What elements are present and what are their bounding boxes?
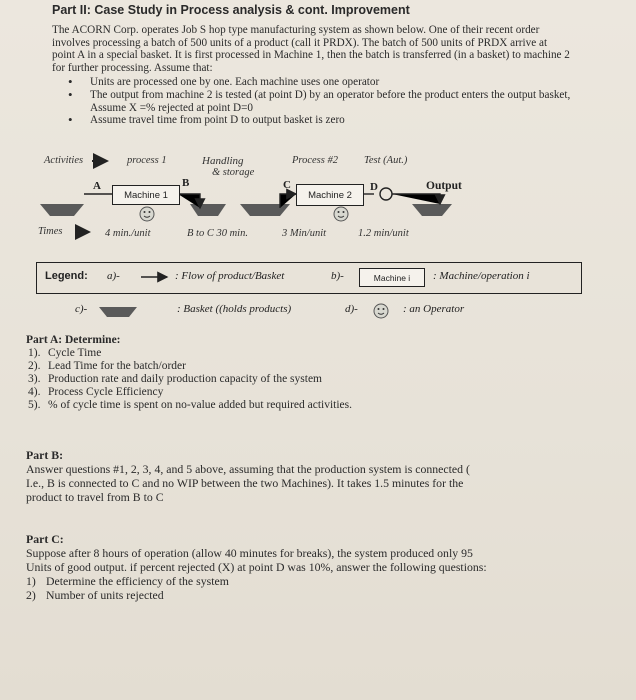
part-b-heading: Part B: <box>26 448 64 462</box>
intro-section <box>52 24 572 127</box>
intro-paragraph: The ACORN Corp. operates Job S hop type manufacturing system as shown below. One of their recent order involves processing a batch of 500 units of a product (call it PRDX). The batch of 500 units of PRDX arrive at point A in a special basket. It is first processed in Machine 1, then the batch is transferred (in a basket) to machine 2 for further processing. Assume that: <box>52 24 570 74</box>
part-b-section <box>26 448 616 504</box>
assumption-item: • Units are processed one by one. Each machine uses one operator <box>52 76 572 89</box>
process1-label: process 1 <box>127 155 167 166</box>
point-a-label: A <box>93 180 101 192</box>
process-flow-diagram <box>0 150 636 250</box>
part-a-heading: Part A: Determine: <box>26 334 121 346</box>
item-number: 3). <box>28 373 41 385</box>
part-c-item <box>26 574 616 588</box>
basket-a-icon <box>40 204 84 216</box>
handling-label: Handling <box>202 155 244 167</box>
item-text: Lead Time for the batch/order <box>48 360 186 372</box>
item-text: Determine the efficiency of the system <box>46 574 229 588</box>
part-c-line: Suppose after 8 hours of operation (allow 40 minutes for breaks), the system produced only 95 <box>26 546 473 560</box>
point-b-label: B <box>182 177 190 189</box>
legend-a-key: a)- <box>107 270 120 282</box>
part-c-heading: Part C: <box>26 532 64 546</box>
part-b-line: I.e., B is connected to C and no WIP between the two Machines). It takes 1.5 minutes for the <box>26 476 464 490</box>
output-label: Output <box>426 180 462 192</box>
legend-machine-box: Machine i <box>359 268 425 287</box>
item-number: 1) <box>26 574 36 588</box>
part-a-item <box>26 399 616 412</box>
time-test: 1.2 min/unit <box>358 228 409 239</box>
operator-m1-icon <box>140 207 154 221</box>
part-c-section <box>26 532 616 602</box>
page-title: Part II: Case Study in Process analysis & cont. Improvement <box>52 3 410 17</box>
item-text: Production rate and daily production capacity of the system <box>48 373 323 385</box>
item-number: 5). <box>28 399 41 411</box>
machine1-box: Machine 1 <box>112 185 180 205</box>
legend-label: Legend: <box>45 270 88 282</box>
legend-d-key: d)- <box>345 303 358 315</box>
machine2-box: Machine 2 <box>296 184 364 206</box>
legend-b-key: b)- <box>331 270 344 282</box>
test-point-d-icon <box>380 188 392 200</box>
part-a-section <box>26 334 616 412</box>
item-text: Cycle Time <box>48 347 102 359</box>
operator-m2-icon <box>334 207 348 221</box>
item-number: 2) <box>26 588 36 602</box>
activities-label: Activities <box>44 155 84 166</box>
part-a-item <box>26 386 616 399</box>
basket-output-icon <box>412 204 452 216</box>
point-d-label: D <box>370 181 378 193</box>
assumption-item: • Assume travel time from point D to output basket is zero <box>52 114 572 127</box>
item-number: 2). <box>28 360 41 372</box>
item-number: 4). <box>28 386 41 398</box>
assumption-list <box>52 76 572 126</box>
legend-c-key: c)- <box>75 303 88 315</box>
legend-a-text: : Flow of product/Basket <box>175 270 285 282</box>
part-a-item <box>26 360 616 373</box>
point-c-label: C <box>283 179 291 191</box>
legend-c-text: : Basket ((holds products) <box>177 303 292 315</box>
operator-legend-icon <box>374 304 388 318</box>
times-label: Times <box>38 226 63 237</box>
storage-label: & storage <box>212 167 255 178</box>
test-label: Test (Aut.) <box>364 155 408 166</box>
part-b-line: product to travel from B to C <box>26 490 164 504</box>
item-number: 1). <box>28 347 41 359</box>
time-machine1: 4 min./unit <box>105 228 151 239</box>
item-text: Number of units rejected <box>46 588 164 602</box>
part-a-item <box>26 373 616 386</box>
part-a-item <box>26 347 616 360</box>
part-c-line: Units of good output. if percent rejected (X) at point D was 10%, answer the following questions: <box>26 560 487 574</box>
part-b-line: Answer questions #1, 2, 3, 4, and 5 above, assuming that the production system is connected ( <box>26 462 470 476</box>
assumption-item: • The output from machine 2 is tested (at point D) by an operator before the product enters the output basket, Assume X =% rejected at point D=0 <box>52 89 572 114</box>
legend-b-text: : Machine/operation i <box>433 270 530 282</box>
item-text: Process Cycle Efficiency <box>48 386 164 398</box>
process2-label: Process #2 <box>292 155 338 166</box>
legend-box <box>36 262 582 315</box>
item-text: % of cycle time is spent on no-value added but required activities. <box>48 399 353 411</box>
basket-b-icon <box>190 204 226 216</box>
flow-d-to-output <box>392 194 440 204</box>
time-machine2: 3 Min/unit <box>282 228 327 239</box>
basket-legend-icon <box>99 307 137 317</box>
time-handling: B to C 30 min. <box>187 228 248 239</box>
flow-m1-to-b <box>178 194 200 208</box>
legend-d-text: : an Operator <box>403 303 465 315</box>
part-c-item <box>26 588 616 602</box>
